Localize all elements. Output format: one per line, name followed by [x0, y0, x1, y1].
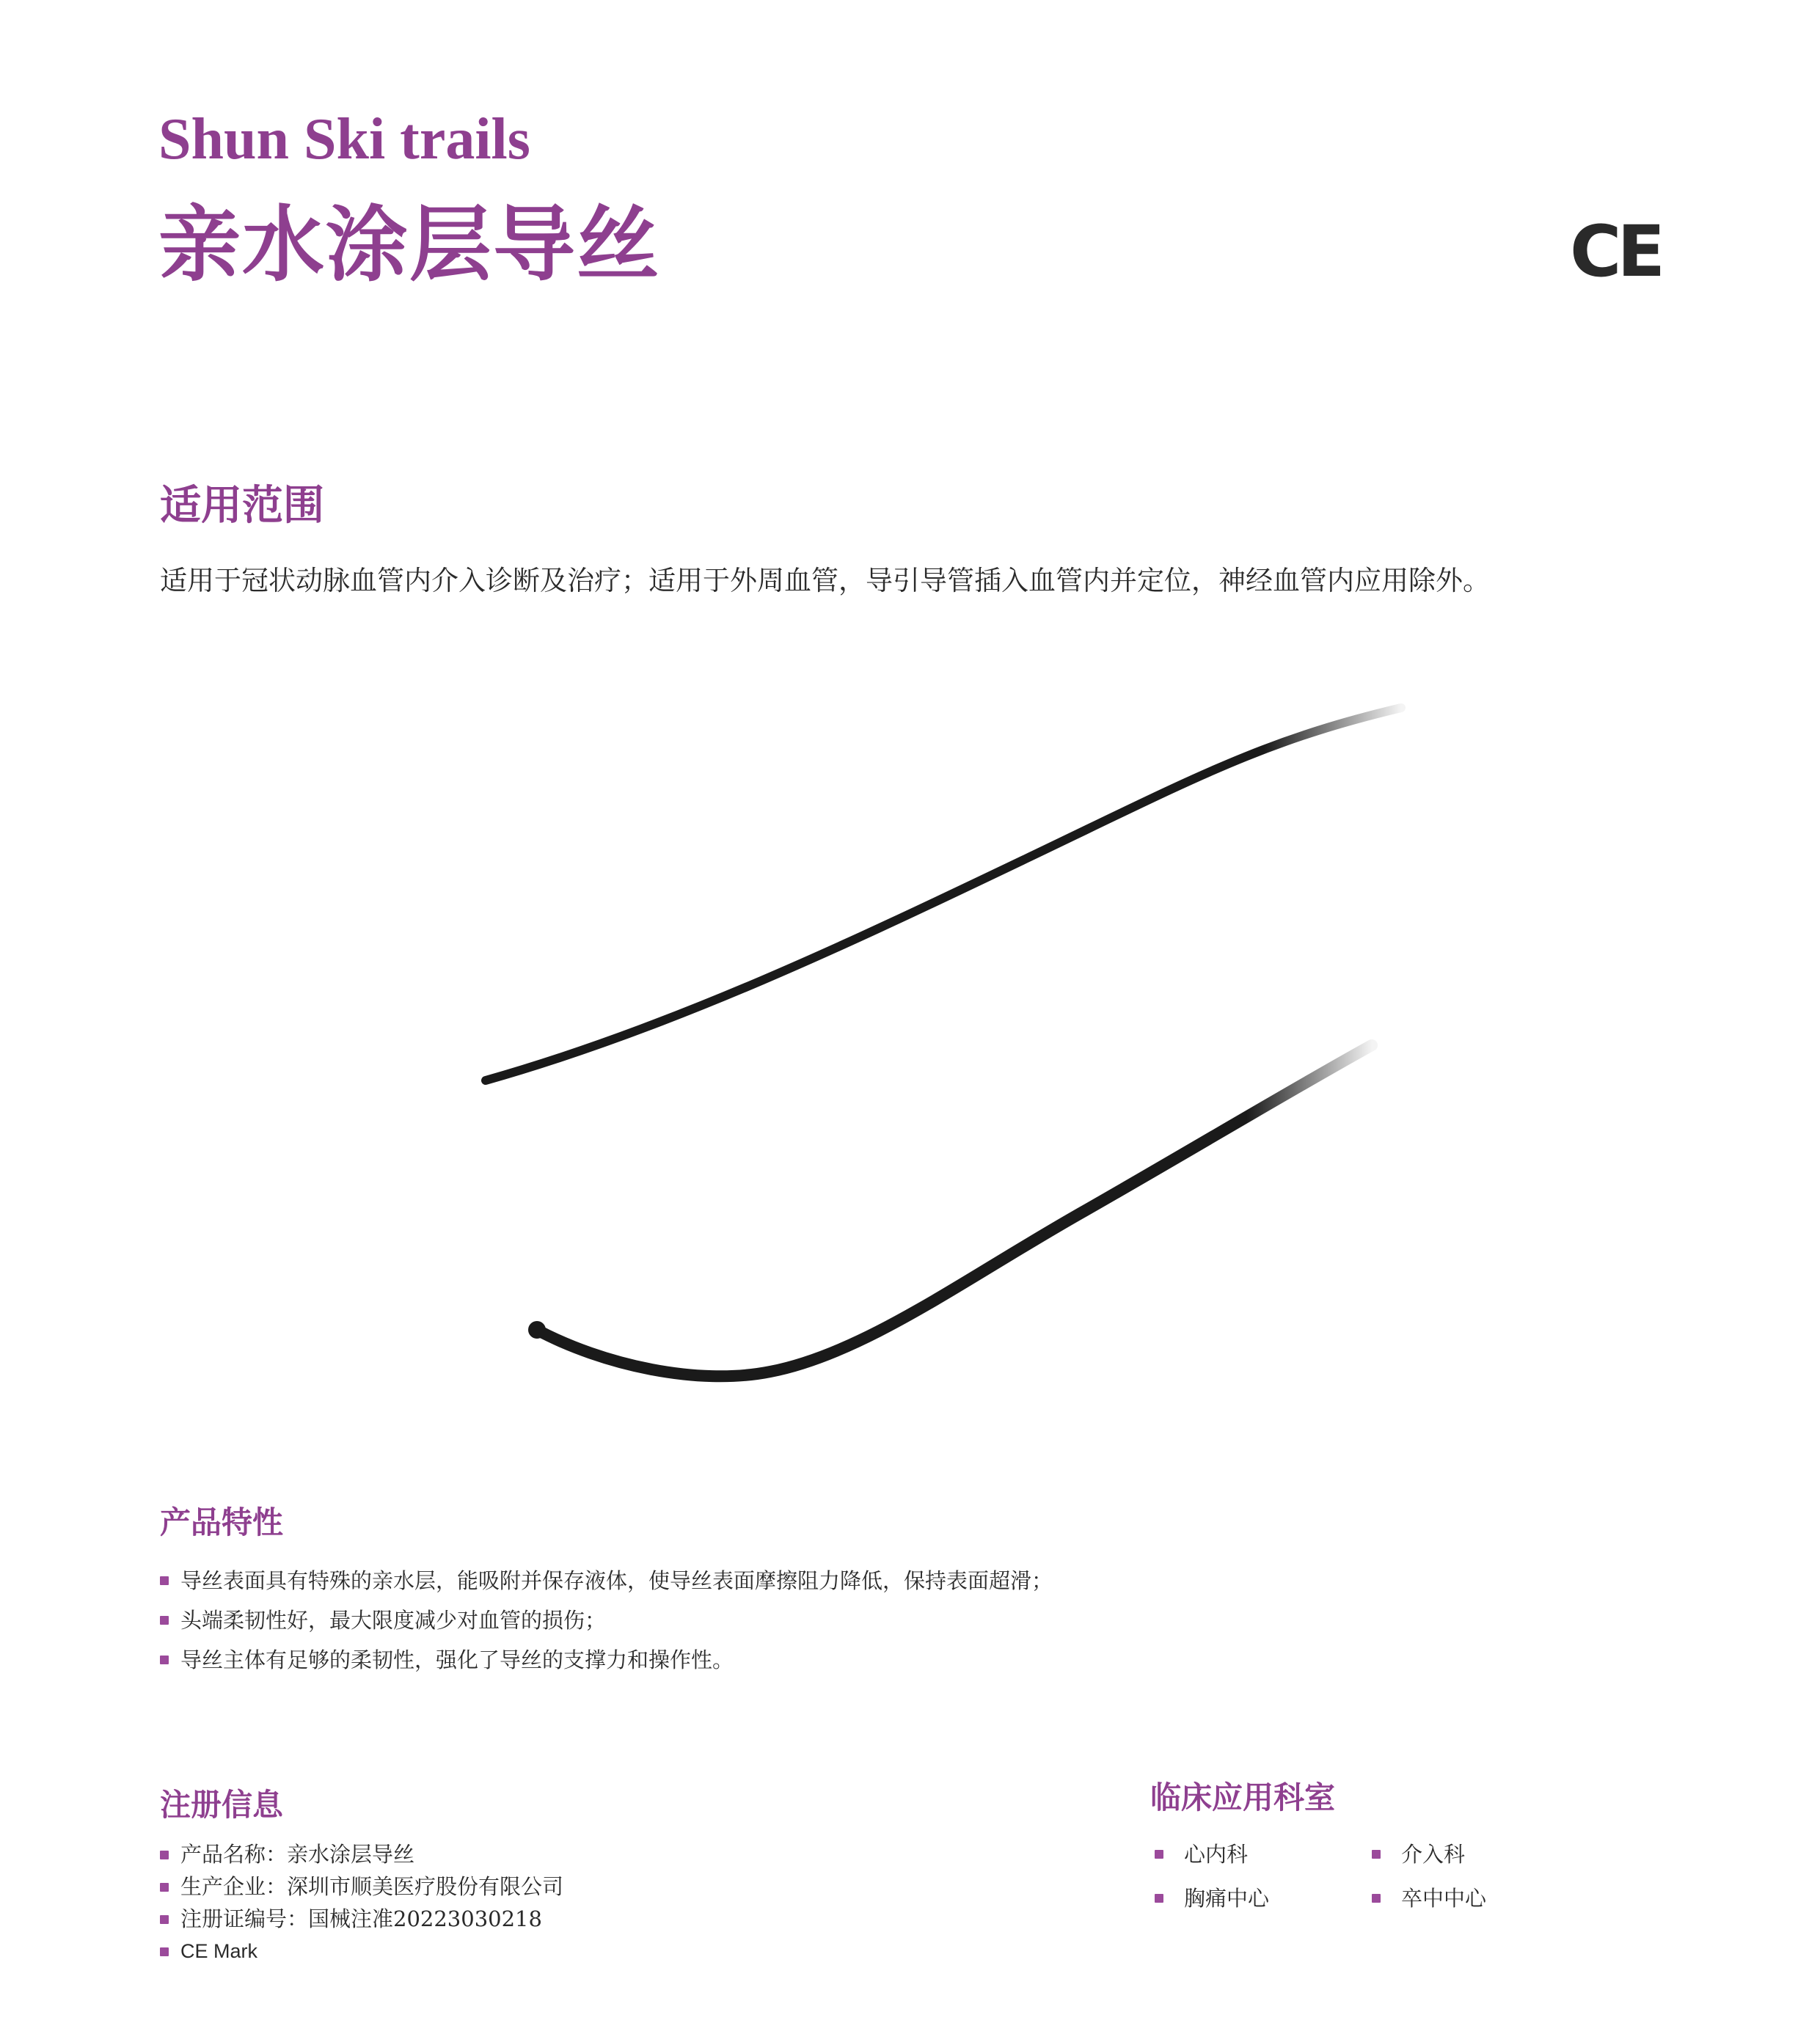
department-item: 卒中中心 — [1372, 1888, 1486, 1909]
list-item: 生产企业：深圳市顺美医疗股份有限公司 — [160, 1870, 563, 1903]
bullet-icon — [160, 1616, 169, 1625]
list-item: 头端柔韧性好，最大限度减少对血管的损伤； — [160, 1601, 1053, 1640]
guidewire-tip — [528, 1321, 546, 1339]
guidewire-image — [455, 675, 1408, 1408]
bullet-icon — [1372, 1850, 1381, 1859]
product-title-en: Shun Ski trails — [158, 107, 530, 172]
registration-list — [160, 1838, 563, 1967]
features-heading: 产品特性 — [160, 1504, 284, 1540]
registration-heading: 注册信息 — [160, 1787, 284, 1823]
straight-guidewire — [486, 708, 1401, 1080]
bullet-icon — [160, 1851, 169, 1859]
bullet-icon — [160, 1915, 169, 1924]
departments-heading: 临床应用科室 — [1150, 1779, 1336, 1815]
scope-heading: 适用范围 — [160, 482, 324, 530]
bullet-icon — [160, 1883, 169, 1892]
bullet-icon — [1372, 1894, 1381, 1903]
bullet-icon — [1155, 1850, 1163, 1859]
bullet-icon — [160, 1947, 169, 1956]
list-item: 产品名称：亲水涂层导丝 — [160, 1838, 563, 1870]
list-item: CE Mark — [160, 1935, 563, 1967]
list-item: 注册证编号：国械注准20223030218 — [160, 1903, 563, 1935]
scope-text: 适用于冠状动脉血管内介入诊断及治疗；适用于外周血管，导引导管插入血管内并定位，神经血管内应用除外。 — [160, 565, 1490, 596]
features-list — [160, 1561, 1053, 1680]
bullet-icon — [160, 1576, 169, 1585]
ce-mark-logo: CE — [1570, 211, 1662, 293]
bullet-icon — [1155, 1894, 1163, 1903]
list-item: 导丝主体有足够的柔韧性，强化了导丝的支撑力和操作性。 — [160, 1640, 1053, 1680]
department-item: 介入科 — [1372, 1844, 1465, 1865]
product-title-cn: 亲水涂层导丝 — [158, 197, 660, 293]
j-tip-guidewire — [537, 1045, 1372, 1376]
bullet-icon — [160, 1656, 169, 1664]
department-item: 胸痛中心 — [1155, 1888, 1269, 1909]
list-item: 导丝表面具有特殊的亲水层，能吸附并保存液体，使导丝表面摩擦阻力降低，保持表面超滑； — [160, 1561, 1053, 1601]
department-item: 心内科 — [1155, 1844, 1248, 1865]
